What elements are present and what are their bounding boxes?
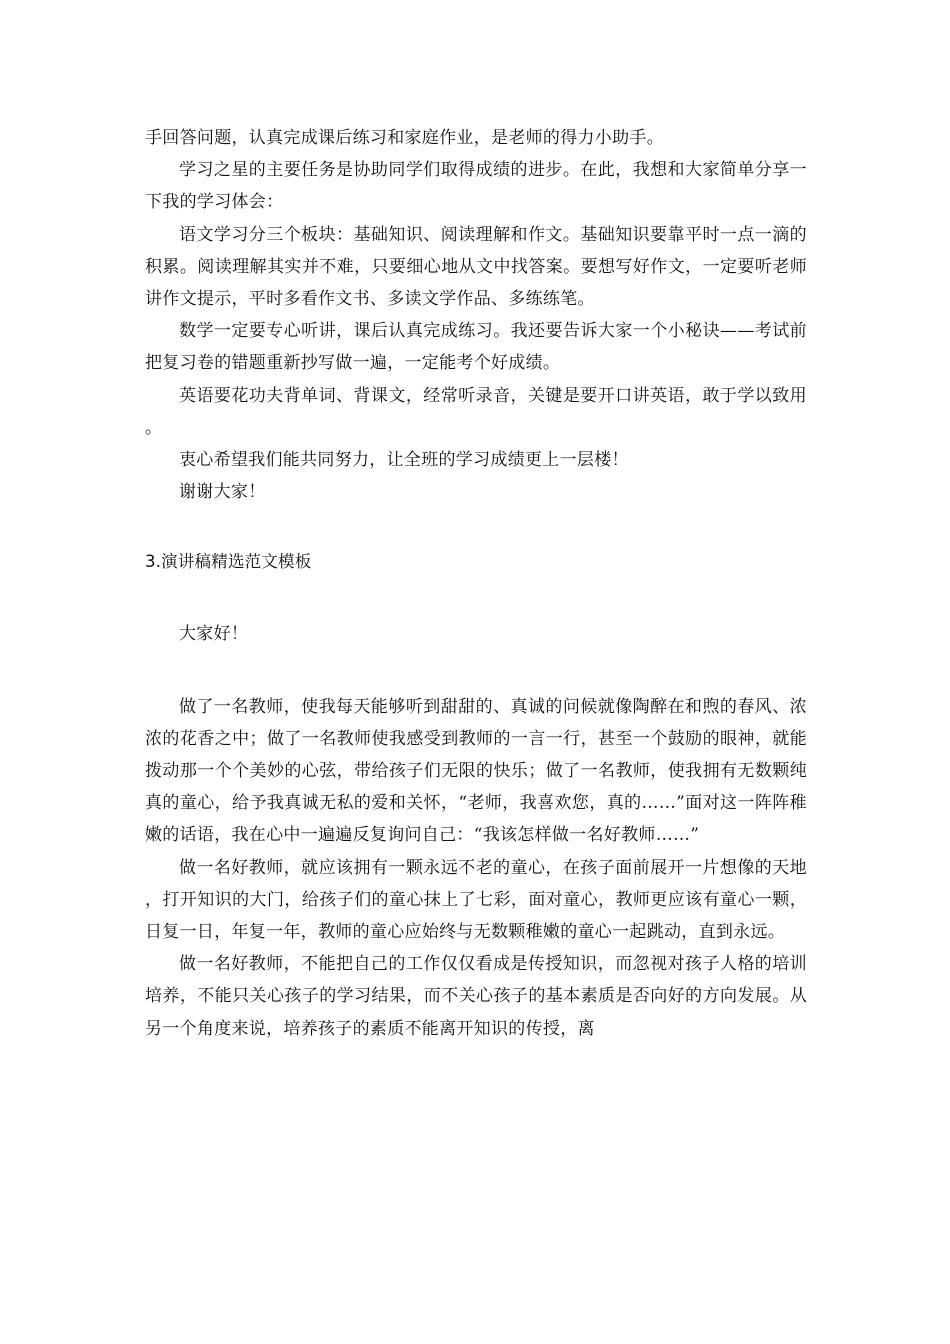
document-page bbox=[145, 122, 807, 1045]
paragraph-teacher-2: 做一名好教师，就应该拥有一颗永远不老的童心，在孩子面前展开一片想像的天地，打开知识的大门，给孩子们的童心抹上了七彩，面对童心，教师更应该有童心一颗，日复一日，年复一年，教师的童心应始终与无数颗稚嫩的童心一起跳动，直到永远。 bbox=[145, 857, 807, 943]
spacer bbox=[145, 578, 807, 618]
paragraph-teacher-1: 做了一名教师，使我每天能够听到甜甜的、真诚的问候就像陶醉在和煦的春风、浓浓的花香之中；做了一名教师使我感受到教师的一言一行，甚至一个鼓励的眼神，就能拨动那一个个美妙的心弦，带给孩子们无限的快乐；做了一名教师，使我拥有无数颗纯真的童心，给予我真诚无私的爱和关怀，“老师，我喜欢您，真的……”面对这一阵阵稚嫩的话语，我在心中一遍遍反复询问自己：“我该怎样做一名好教师……” bbox=[145, 696, 807, 846]
paragraph-hope: 衷心希望我们能共同努力，让全班的学习成绩更上一层楼！ bbox=[179, 450, 629, 471]
paragraph-english: 英语要花功夫背单词、背课文，经常听录音，关键是要开口讲英语，敢于学以致用。 bbox=[145, 385, 807, 438]
paragraph-math: 数学一定要专心听讲，课后认真完成练习。我还要告诉大家一个小秘诀——考试前把复习卷的错题重新抄写做一遍，一定能考个好成绩。 bbox=[145, 321, 807, 374]
spacer bbox=[145, 508, 807, 546]
spacer bbox=[145, 651, 807, 691]
paragraph-study-star: 学习之星的主要任务是协助同学们取得成绩的进步。在此，我想和大家简单分享一下我的学习体会： bbox=[145, 160, 807, 213]
greeting: 大家好！ bbox=[179, 624, 249, 645]
paragraph-thanks: 谢谢大家！ bbox=[179, 482, 266, 503]
paragraph-teacher-3: 做一名好教师，不能把自己的工作仅仅看成是传授知识，而忽视对孩子人格的培训培养，不能只关心孩子的学习结果，而不关心孩子的基本素质是否向好的方向发展。从另一个角度来说，培养孩子的素质不能离开知识的传授，离 bbox=[145, 954, 807, 1039]
paragraph-continuation: 手回答问题，认真完成课后练习和家庭作业，是老师的得力小助手。 bbox=[145, 128, 664, 148]
paragraph-chinese: 语文学习分三个板块：基础知识、阅读理解和作文。基础知识要靠平时一点一滴的积累。阅读理解其实并不难，只要细心地从文中找答案。要想写好作文，一定要听老师讲作文提示，平时多看作文书、多读文学作品、多练练笔。 bbox=[145, 224, 807, 310]
section-heading: 3.演讲稿精选范文模板 bbox=[145, 552, 312, 572]
